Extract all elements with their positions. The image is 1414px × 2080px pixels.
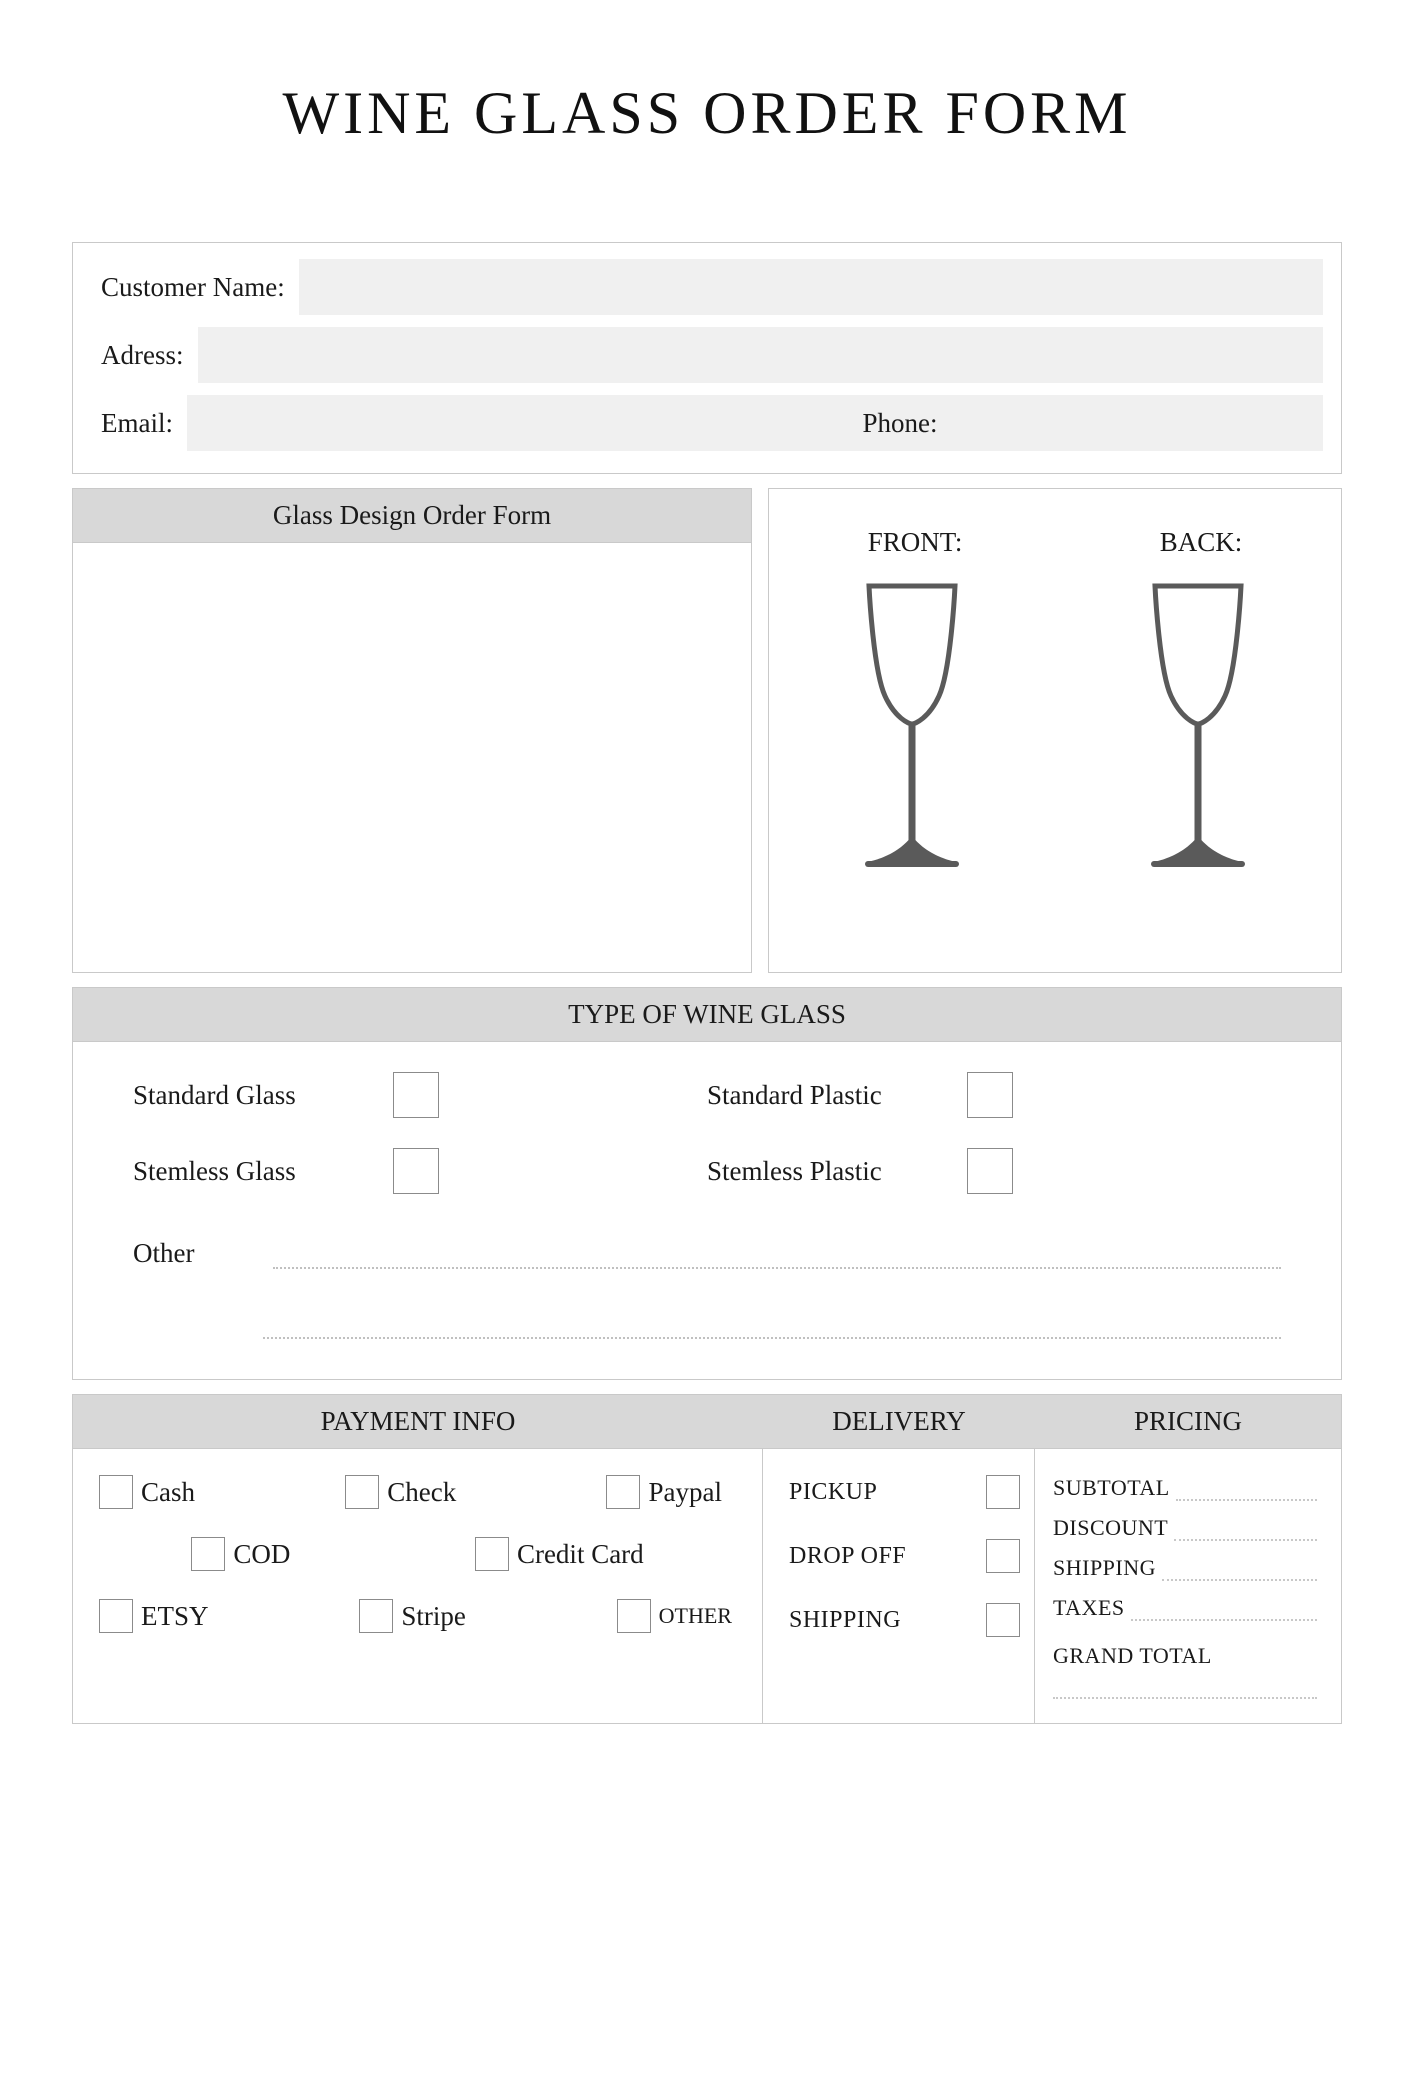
option-label: Standard Plastic — [707, 1079, 882, 1110]
payment-option-credit-card[interactable] — [475, 1537, 644, 1571]
glass-type-heading: TYPE OF WINE GLASS — [73, 988, 1341, 1042]
checkbox-standard-glass[interactable] — [393, 1072, 439, 1118]
payment-option-label: Stripe — [401, 1600, 466, 1631]
checkbox-pickup[interactable] — [986, 1475, 1020, 1509]
checkbox-paypal[interactable] — [606, 1475, 640, 1509]
address-input[interactable] — [198, 327, 1324, 383]
bottom-section-headings — [73, 1395, 1341, 1449]
checkbox-etsy[interactable] — [99, 1599, 133, 1633]
checkbox-check[interactable] — [345, 1475, 379, 1509]
option-stemless-glass[interactable] — [133, 1148, 707, 1194]
payment-option-cash[interactable] — [99, 1475, 195, 1509]
option-label: Stemless Glass — [133, 1155, 296, 1186]
payment-option-stripe[interactable] — [359, 1599, 466, 1633]
option-label: Stemless Plastic — [707, 1155, 882, 1186]
glass-design-heading: Glass Design Order Form — [73, 489, 751, 543]
delivery-option-label: DROP OFF — [789, 1542, 907, 1569]
shipping-cost-input[interactable] — [1162, 1565, 1317, 1581]
payment-option-label: ETSY — [141, 1600, 209, 1631]
preview-labels — [769, 527, 1341, 558]
discount-input[interactable] — [1174, 1525, 1317, 1541]
checkbox-cash[interactable] — [99, 1475, 133, 1509]
glass-design-canvas[interactable] — [73, 543, 751, 972]
pricing-summary — [1035, 1449, 1341, 1723]
customer-name-row — [91, 259, 1323, 315]
glass-type-body — [73, 1042, 1341, 1379]
option-stemless-plastic[interactable] — [707, 1148, 1281, 1194]
pricing-row-discount — [1053, 1515, 1317, 1541]
email-phone-row — [91, 395, 1323, 451]
order-form-page — [0, 80, 1414, 2080]
wine-glass-back-icon — [1133, 578, 1263, 883]
option-standard-glass[interactable] — [133, 1072, 707, 1118]
glass-type-grid — [133, 1072, 1281, 1224]
customer-name-label: Customer Name: — [101, 271, 285, 302]
option-standard-plastic[interactable] — [707, 1072, 1281, 1118]
design-and-preview-row — [72, 488, 1342, 973]
payment-option-label: COD — [233, 1538, 291, 1569]
pricing-label: DISCOUNT — [1053, 1515, 1169, 1540]
delivery-option-pickup[interactable] — [789, 1475, 1020, 1509]
pricing-row-taxes — [1053, 1595, 1317, 1621]
payment-option-etsy[interactable] — [99, 1599, 209, 1633]
checkbox-standard-plastic[interactable] — [967, 1072, 1013, 1118]
checkbox-cod[interactable] — [191, 1537, 225, 1571]
payment-option-other[interactable] — [617, 1599, 732, 1633]
payment-option-paypal[interactable] — [606, 1475, 722, 1509]
phone-label: Phone: — [862, 407, 938, 438]
address-label: Adress: — [101, 339, 184, 370]
glass-illustrations — [769, 578, 1341, 883]
pricing-heading: PRICING — [1133, 1406, 1242, 1436]
glass-type-section — [72, 987, 1342, 1380]
payment-row — [99, 1475, 736, 1509]
payment-option-label: Paypal — [648, 1476, 722, 1507]
email-input[interactable] — [187, 395, 1323, 451]
address-row — [91, 327, 1323, 383]
glass-type-other-row — [133, 1238, 1281, 1269]
pricing-row-shipping — [1053, 1555, 1317, 1581]
front-label: FRONT: — [867, 527, 963, 557]
checkbox-drop-off[interactable] — [986, 1539, 1020, 1573]
checkbox-other-payment[interactable] — [617, 1599, 651, 1633]
glass-design-section — [72, 488, 752, 973]
payment-option-label: Cash — [141, 1476, 195, 1507]
wine-glass-front-icon — [847, 578, 977, 883]
pricing-label: TAXES — [1053, 1595, 1125, 1620]
payment-option-label: Check — [387, 1476, 457, 1507]
customer-info-section — [72, 242, 1342, 474]
delivery-option-label: PICKUP — [789, 1478, 878, 1505]
customer-name-input[interactable] — [299, 259, 1323, 315]
taxes-input[interactable] — [1131, 1605, 1317, 1621]
delivery-options — [763, 1449, 1035, 1723]
glass-type-left-column — [133, 1072, 707, 1224]
payment-option-check[interactable] — [345, 1475, 456, 1509]
payment-row — [99, 1537, 736, 1571]
subtotal-input[interactable] — [1176, 1485, 1317, 1501]
delivery-heading: DELIVERY — [832, 1406, 966, 1436]
glass-type-right-column — [707, 1072, 1281, 1224]
delivery-option-label: SHIPPING — [789, 1606, 902, 1633]
checkbox-credit-card[interactable] — [475, 1537, 509, 1571]
checkbox-stemless-plastic[interactable] — [967, 1148, 1013, 1194]
checkbox-shipping[interactable] — [986, 1603, 1020, 1637]
page-title: WINE GLASS ORDER FORM — [282, 80, 1132, 146]
bottom-columns — [73, 1449, 1341, 1723]
grand-total-label: GRAND TOTAL — [1053, 1643, 1212, 1668]
payment-row — [99, 1599, 736, 1633]
payment-option-label: Credit Card — [516, 1538, 644, 1569]
grand-total-input[interactable] — [1053, 1681, 1317, 1699]
checkbox-stemless-glass[interactable] — [393, 1148, 439, 1194]
other-input[interactable] — [273, 1245, 1281, 1269]
other-input-line-2[interactable] — [263, 1329, 1281, 1339]
email-label: Email: — [101, 407, 173, 438]
delivery-option-drop-off[interactable] — [789, 1539, 1020, 1573]
option-label: Standard Glass — [133, 1079, 296, 1110]
delivery-option-shipping[interactable] — [789, 1603, 1020, 1637]
payment-option-label: OTHER — [658, 1603, 732, 1628]
checkbox-stripe[interactable] — [359, 1599, 393, 1633]
pricing-label: SHIPPING — [1053, 1555, 1157, 1580]
payment-heading: PAYMENT INFO — [320, 1406, 516, 1436]
payment-option-cod[interactable] — [191, 1537, 290, 1571]
pricing-row-subtotal — [1053, 1475, 1317, 1501]
pricing-label: SUBTOTAL — [1053, 1475, 1170, 1500]
payment-delivery-pricing-section — [72, 1394, 1342, 1724]
other-label: Other — [133, 1238, 195, 1268]
back-label: BACK: — [1159, 527, 1243, 557]
glass-preview-section — [768, 488, 1342, 973]
payment-options — [73, 1449, 763, 1723]
